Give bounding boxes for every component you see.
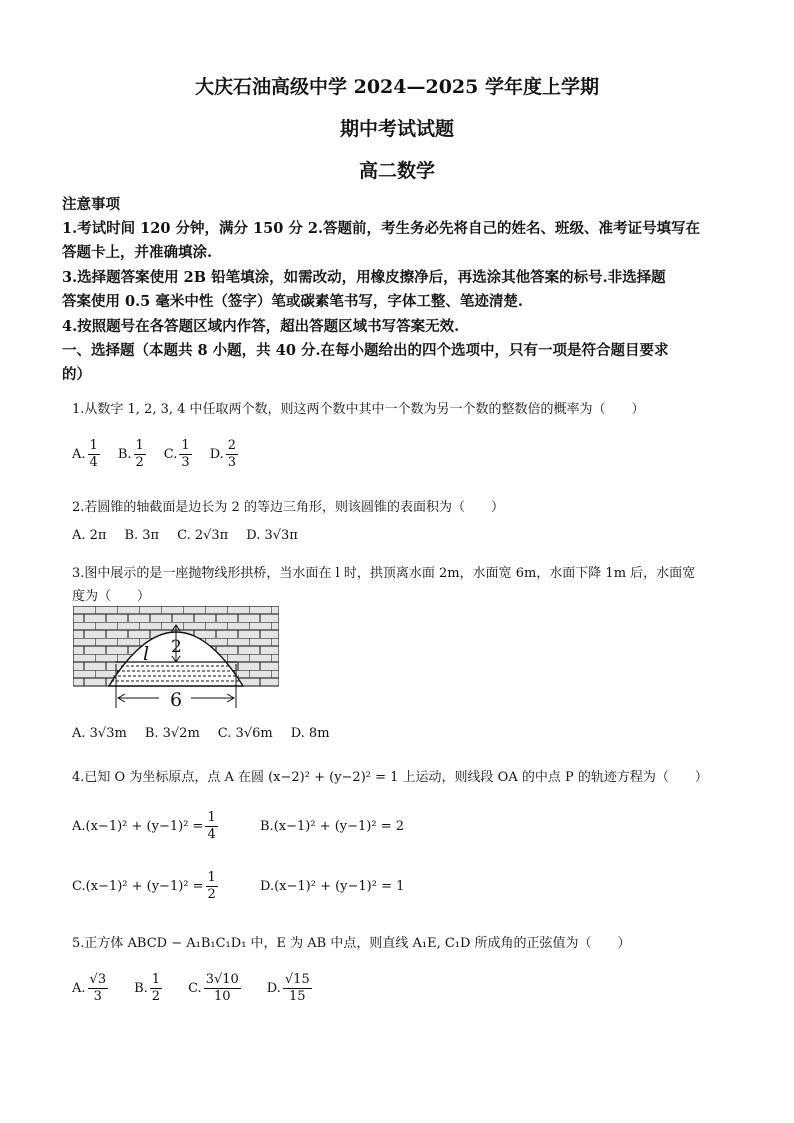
question-1-text: 1.从数字 1, 2, 3, 4 中任取两个数，则这两个数中其中一个数为另一个数的整数倍的概率为（ ）	[72, 402, 645, 417]
q5-option-a[interactable]: A. $\frac{√3}{3}$	[72, 972, 107, 1004]
question-3-options	[72, 726, 348, 741]
label-width: 6	[170, 689, 183, 710]
question-4-options-row-2	[72, 870, 422, 903]
question-4-options-row-1	[72, 810, 422, 843]
q1-option-b[interactable]: B. $\frac{1}{2}$	[117, 438, 144, 470]
question-5-text: 5.正方体 ABCD − A₁B₁C₁D₁ 中，E 为 AB 中点，则直线 A₁E, C₁D 所成角的正弦值为（ ）	[72, 936, 631, 951]
section-heading-line-1: 一、选择题（本题共 8 小题，共 40 分.在每小题给出的四个选项中，只有一项是符合题目要求	[62, 342, 669, 359]
notice-line-3: 3.选择题答案使用 2B 铅笔填涂，如需改动，用橡皮擦净后，再选涂其他答案的标号.非选择题	[62, 269, 666, 286]
question-2-text: 2.若圆锥的轴截面是边长为 2 的等边三角形，则该圆锥的表面积为（ ）	[72, 500, 504, 515]
q5-option-c[interactable]: C. $\frac{3√10}{10}$	[188, 972, 239, 1004]
arch-bridge-figure	[73, 606, 279, 710]
q3-option-c[interactable]: C. 3√6m	[217, 726, 273, 741]
question-5-options	[72, 972, 330, 1005]
q1-option-d[interactable]: D. $\frac{2}{3}$	[209, 438, 237, 470]
question-3-text-line-1: 3.图中展示的是一座抛物线形拱桥，当水面在 l 时，拱顶离水面 2m，水面宽 6m，水面下降 1m 后，水面宽	[72, 566, 696, 581]
section-heading-line-2: 的）	[62, 366, 91, 383]
question-4-text: 4.已知 O 为坐标原点，点 A 在圆 (x−2)² + (y−2)² = 1 上运动，则线段 OA 的中点 P 的轨迹方程为（ ）	[72, 770, 708, 785]
q2-option-d[interactable]: D. 3√3π	[246, 528, 298, 543]
notice-heading: 注意事项	[62, 196, 120, 213]
question-1-options	[72, 438, 256, 471]
label-height: 2	[171, 637, 182, 657]
q4-option-c[interactable]: C. (x−1)² + (y−1)² = $\frac{1}{2}$	[72, 870, 216, 902]
notice-line-5: 4.按照题号在各答题区域内作答，超出答题区域书写答案无效.	[62, 318, 460, 335]
notice-line-1: 1.考试时间 120 分钟，满分 150 分 2.答题前，考生务必先将自己的姓名、班级、准考证号填写在	[62, 220, 701, 237]
notice-line-2: 答题卡上，并准确填涂.	[62, 244, 213, 261]
exam-subject: 高二数学	[358, 160, 435, 182]
exam-subtitle: 期中考试试题	[339, 118, 454, 140]
question-2-options	[72, 528, 316, 543]
q1-option-c[interactable]: C. $\frac{1}{3}$	[163, 438, 190, 470]
q2-option-b[interactable]: B. 3π	[124, 528, 160, 543]
q4-option-a[interactable]: A. (x−1)² + (y−1)² = $\frac{1}{4}$	[72, 810, 216, 842]
q4-option-b[interactable]: B. (x−1)² + (y−1)² = 2	[260, 819, 404, 834]
q3-option-b[interactable]: B. 3√2m	[144, 726, 200, 741]
q2-option-c[interactable]: C. 2√3π	[177, 528, 229, 543]
q1-option-a[interactable]: A. $\frac{1}{4}$	[72, 438, 98, 470]
exam-title: 大庆石油高级中学 2024—2025 学年度上学期	[195, 76, 599, 98]
q2-option-a[interactable]: A. 2π	[72, 528, 107, 543]
q3-option-a[interactable]: A. 3√3m	[72, 726, 127, 741]
q5-option-b[interactable]: B. $\frac{1}{2}$	[134, 972, 161, 1004]
q5-option-d[interactable]: D. $\frac{√15}{15}$	[266, 972, 310, 1004]
label-water-level: l	[143, 643, 150, 665]
notice-line-4: 答案使用 0.5 毫米中性（签字）笔或碳素笔书写，字体工整、笔迹清楚.	[62, 293, 523, 310]
q4-option-d[interactable]: D. (x−1)² + (y−1)² = 1	[260, 879, 405, 894]
q3-option-d[interactable]: D. 8m	[290, 726, 330, 741]
question-3-text-line-2: 度为（ ）	[72, 589, 151, 604]
